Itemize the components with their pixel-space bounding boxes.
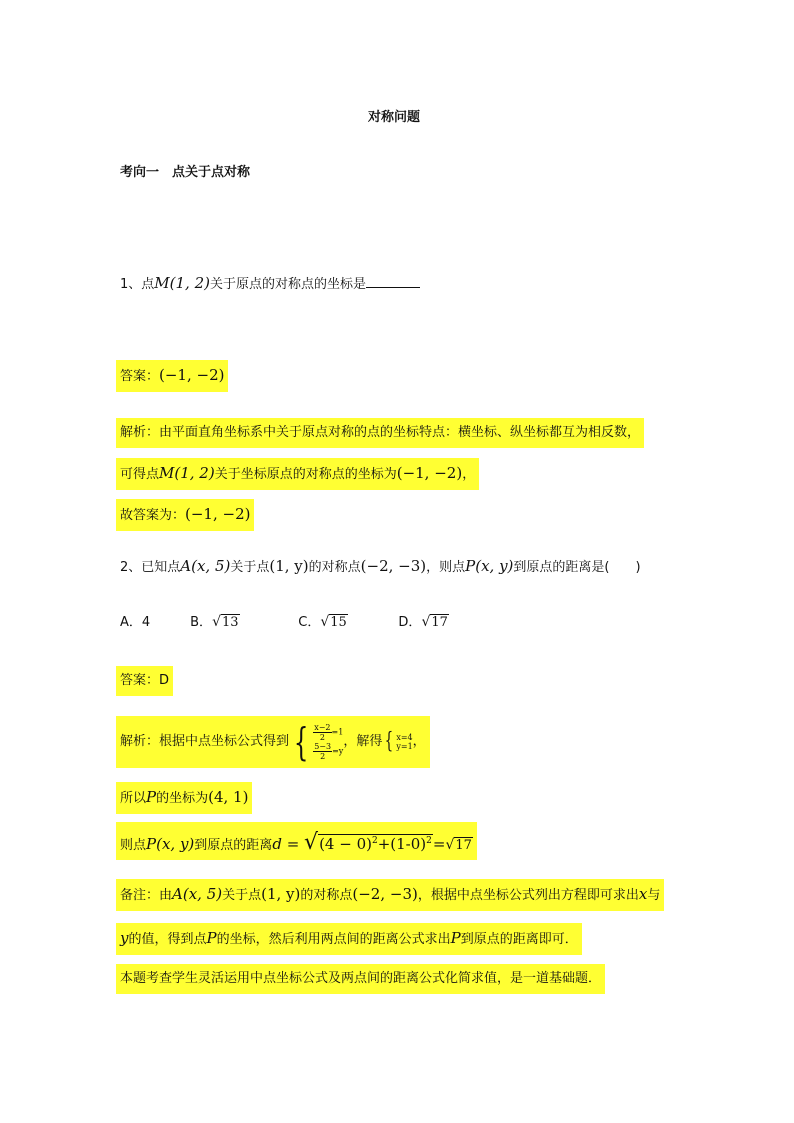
conclusion-label: 故答案为： <box>120 508 186 523</box>
q2-text: ，则点 <box>426 560 466 575</box>
section-heading: 考向一 点关于点对称 <box>120 165 251 180</box>
analysis-text: 关于坐标原点的对称点的坐标为 <box>214 467 397 482</box>
q2-options <box>120 611 449 634</box>
analysis-text: 解析：根据中点坐标公式得到 <box>120 734 290 749</box>
q2-text: 的对称点 <box>308 560 361 575</box>
analysis-text: 所以 <box>120 791 147 806</box>
option-b-label: B． <box>190 615 213 630</box>
note-text: 与 <box>647 888 661 903</box>
q1-math-point: M(1, 2) <box>154 274 210 292</box>
q2-point-P: P(x, y) <box>465 557 514 575</box>
eq2-numerator: 5−3 <box>314 741 332 751</box>
radicand-part2: +(1-0) <box>377 835 427 853</box>
option-c-value: 15 <box>330 615 347 630</box>
answer-1 <box>116 360 228 392</box>
eq1-denominator: 2 <box>319 732 325 742</box>
analysis-1-line1: 解析：由平面直角坐标系中关于原点对称的点的坐标特点：横坐标、纵坐标都互为相反数， <box>116 418 644 448</box>
analysis-text: ， <box>412 734 426 749</box>
note-text: 的对称点 <box>300 888 353 903</box>
math-point: (1, y) <box>261 885 301 903</box>
analysis-text: 的坐标为 <box>156 791 209 806</box>
solution-system <box>396 733 412 751</box>
radicand-part1: (4 − 0) <box>319 835 372 853</box>
result-sqrt: √17 <box>445 837 472 853</box>
analysis-2-line1 <box>116 716 430 768</box>
math-point-P: P(x, y) <box>146 835 195 853</box>
option-c-label: C． <box>298 615 321 630</box>
q1-suffix: 关于原点的对称点的坐标是 <box>209 277 366 292</box>
note-line1 <box>116 879 664 911</box>
math-var-d: d <box>272 835 282 853</box>
system-brace: { <box>293 719 309 764</box>
analysis-text: ，解得 <box>343 734 383 749</box>
question-1 <box>120 272 420 296</box>
math-var-P: P <box>206 929 217 947</box>
analysis-text: 可得点 <box>120 467 160 482</box>
square-exponent: 2 <box>426 836 432 846</box>
answer-blank <box>366 275 420 288</box>
q2-prefix: 2、已知点 <box>120 560 181 575</box>
solution-x: x=4 <box>396 732 413 742</box>
equation-system <box>313 723 343 761</box>
q2-text: 关于点 <box>230 560 270 575</box>
distance-sqrt: $√(4 - 0)^2+(1-0)^2$ <box>304 830 432 855</box>
answer-2: 答案：D <box>116 666 173 696</box>
note-line3: 本题考查学生灵活运用中点坐标公式及两点间的距离公式化简求值，是一道基础题． <box>116 964 605 994</box>
option-d-value: 17 <box>431 615 448 630</box>
q2-sym-point: (−2, −3) <box>360 557 427 575</box>
math-point-A: A(x, 5) <box>172 885 223 903</box>
eq1-rhs: =1 <box>331 727 344 736</box>
square-exponent: 2 <box>371 836 378 846</box>
option-b <box>190 611 294 634</box>
option-b-value: 13 <box>221 615 239 630</box>
eq1-numerator: x−2 <box>314 722 331 732</box>
math-var-y: y <box>120 929 129 947</box>
option-a: A．4 <box>120 615 151 630</box>
answer-label: 答案： <box>120 369 160 384</box>
answer-value: (−1, −2) <box>159 366 225 384</box>
option-d <box>398 611 448 634</box>
analysis-1-line2 <box>116 458 479 490</box>
math-value: (4, 1) <box>208 788 249 806</box>
math-equals: = <box>281 835 305 853</box>
conclusion-1 <box>116 499 254 531</box>
q1-prefix: 1、点 <box>120 277 155 292</box>
note-line2 <box>116 923 582 955</box>
note-text: 备注：由 <box>120 888 173 903</box>
sqrt-symbol: √17 <box>421 614 448 630</box>
conclusion-value: (−1, −2) <box>185 505 251 523</box>
note-text: ，根据中点坐标公式列出方程即可求出 <box>417 888 639 903</box>
math-value: (−1, −2) <box>396 464 463 482</box>
option-c <box>298 611 394 634</box>
eq2-rhs: =y <box>332 746 344 755</box>
sqrt-symbol: √13 <box>212 614 239 630</box>
math-var-P: P <box>146 788 157 806</box>
sqrt-symbol: √15 <box>320 614 347 630</box>
math-equals: = <box>432 835 446 853</box>
math-sym-point: (−2, −3) <box>352 885 418 903</box>
eq2-denominator: 2 <box>320 751 326 761</box>
page-title: 对称问题 <box>368 110 421 125</box>
analysis-text: ， <box>462 467 476 482</box>
q2-point-A: A(x, 5) <box>180 557 231 575</box>
q2-suffix: 到原点的距离是( ) <box>513 560 641 575</box>
note-text: 的值，得到点 <box>128 932 207 947</box>
solution-y: y=1 <box>396 741 413 751</box>
analysis-text: 则点 <box>120 838 147 853</box>
option-d-label: D． <box>398 615 422 630</box>
note-text: 到原点的距离即可． <box>460 932 578 947</box>
analysis-2-line2 <box>116 782 252 814</box>
math-point-M: M(1, 2) <box>159 464 215 482</box>
analysis-text: 到原点的距离 <box>194 838 273 853</box>
math-var-P: P <box>450 929 461 947</box>
result-value: 17 <box>455 838 472 853</box>
q2-point: (1, y) <box>269 557 309 575</box>
note-text: 关于点 <box>222 888 262 903</box>
question-2 <box>120 555 641 579</box>
math-var-x: x <box>638 885 648 903</box>
analysis-2-line3 <box>116 822 477 860</box>
solution-brace: { <box>385 728 394 754</box>
note-text: 的坐标，然后利用两点间的距离公式求出 <box>216 932 451 947</box>
